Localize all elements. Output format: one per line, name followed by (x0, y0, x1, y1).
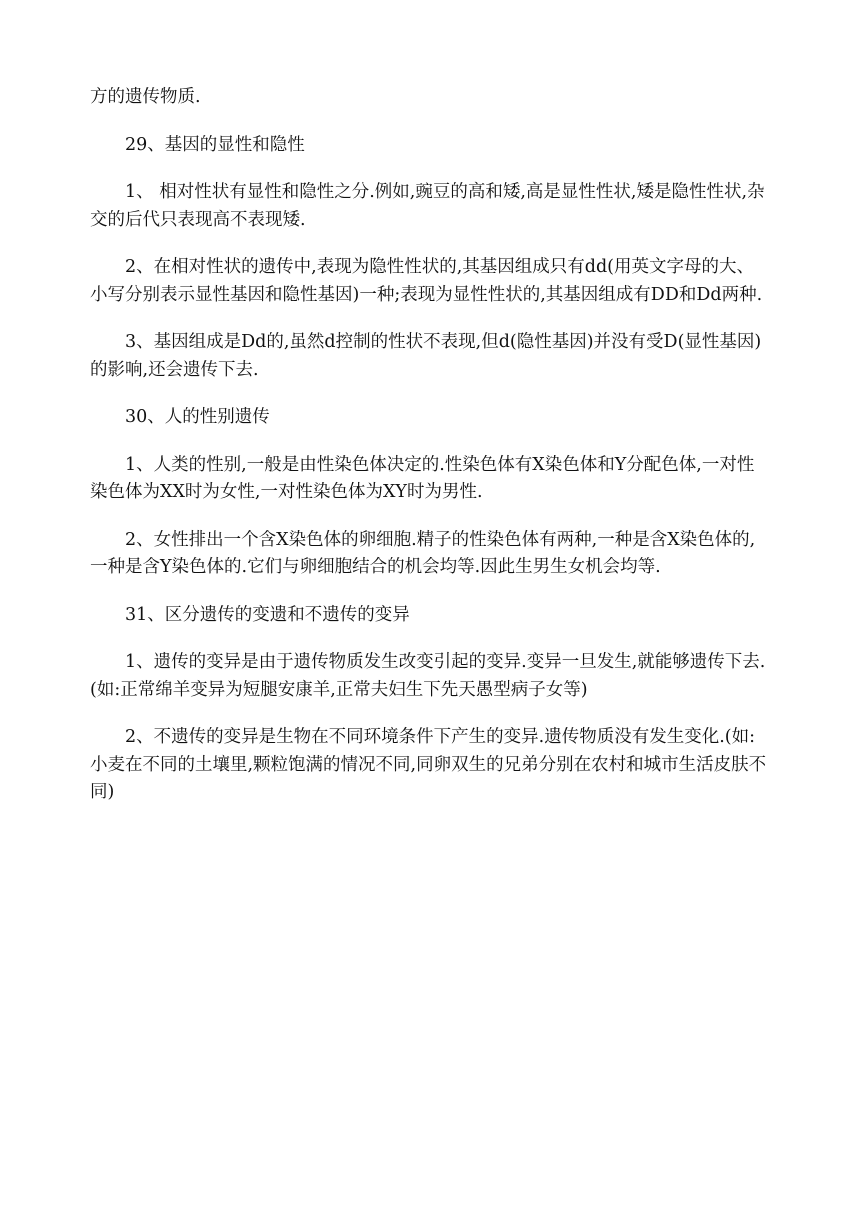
paragraph-30-1: 1、人类的性别,一般是由性染色体决定的.性染色体有X染色体和Y分配色体,一对性染色体为XX时为女性,一对性染色体为XY时为男性. (90, 454, 755, 502)
document-body (90, 84, 770, 827)
section-heading-29: 29、基因的显性和隐性 (125, 134, 305, 155)
paragraph-31-2: 2、不遗传的变异是生物在不同环境条件下产生的变异.遗传物质没有发生变化.(如:小麦在不同的土壤里,颗粒饱满的情况不同,同卵双生的兄弟分别在农村和城市生活皮肤不同) (90, 727, 767, 802)
paragraph-29-1: 1、 相对性状有显性和隐性之分.例如,豌豆的高和矮,高是显性性状,矮是隐性性状,杂交的后代只表现高不表现矮. (90, 182, 765, 230)
paragraph-29-2: 2、在相对性状的遗传中,表现为隐性性状的,其基因组成只有dd(用英文字母的大、小写分别表示显性基因和隐性基因)一种;表现为显性性状的,其基因组成有DD和Dd两种. (90, 257, 763, 305)
paragraph-31-1: 1、遗传的变异是由于遗传物质发生改变引起的变异.变异一旦发生,就能够遗传下去.(如:正常绵羊变异为短腿安康羊,正常夫妇生下先天愚型病子女等) (90, 652, 766, 700)
section-heading-30: 30、人的性别遗传 (125, 407, 270, 427)
paragraph-30-2: 2、女性排出一个含X染色体的卵细胞.精子的性染色体有两种,一种是含X染色体的,一种是含Y染色体的.它们与卵细胞结合的机会均等.因此生男生女机会均等. (90, 529, 756, 577)
continuation-paragraph: 方的遗传物质. (90, 87, 201, 107)
section-heading-31: 31、区分遗传的变遗和不遗传的变异 (125, 604, 410, 625)
paragraph-29-3: 3、基因组成是Dd的,虽然d控制的性状不表现,但d(隐性基因)并没有受D(显性基因)的影响,还会遗传下去. (90, 332, 762, 380)
